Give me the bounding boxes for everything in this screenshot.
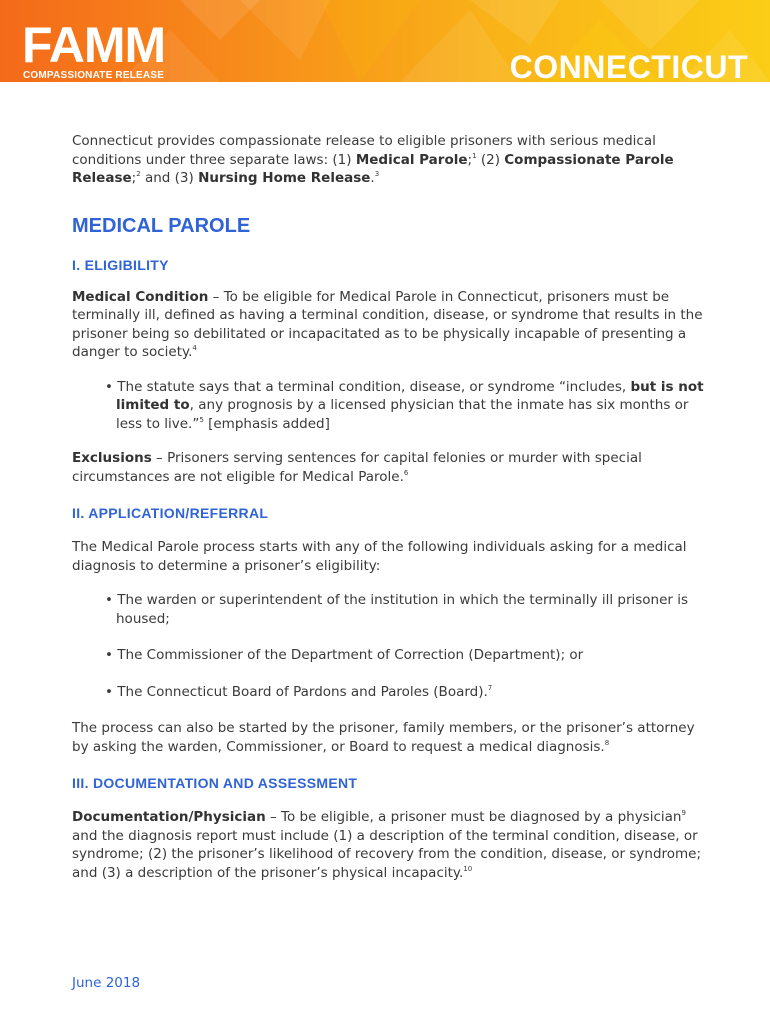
eligibility-heading: I. ELIGIBILITY <box>72 256 169 273</box>
section-title: MEDICAL PAROLE <box>72 214 251 237</box>
document-body <box>72 132 712 882</box>
medical-condition-paragraph: Medical Condition – To be eligible for Medical Parole in Connecticut, prisoners must be terminally ill, defined as having a terminal condition, disease, or syndrome that results in the prisoner being so debilitated or incapacitated as to be physically incapable of presenting a danger to society.$^4$ <box>72 288 703 360</box>
state-title: CONNECTICUT <box>509 49 748 82</box>
application-closing: The process can also be started by the prisoner, family members, or the prisoner’s attorney by asking the warden, Commissioner, or Board to request a medical diagnosis.$^8$ <box>72 720 695 755</box>
documentation-paragraph: Documentation/Physician – To be eligible, a prisoner must be diagnosed by a physician$^9$ and the diagnosis report must include (1) a description of the terminal condition, disease, or syndrome; (2) the prisoner’s likelihood of recovery from the condition, disease, or syndrome; and (3) a description of the prisoner’s physical incapacity.$^{10}$ <box>72 809 702 881</box>
list-item: • The Connecticut Board of Pardons and Paroles (Board).$^7$ <box>105 683 493 700</box>
footer-date: June 2018 <box>72 975 141 991</box>
application-heading: II. APPLICATION/REFERRAL <box>72 505 269 521</box>
list-item: • The Commissioner of the Department of Correction (Department); or <box>105 647 584 663</box>
application-intro: The Medical Parole process starts with any of the following individuals asking for a medical diagnosis to determine a prisoner’s eligibility: <box>72 539 687 574</box>
list-item: • The statute says that a terminal condition, disease, or syndrome “includes, but is not limited to, any prognosis by a licensed physician that the inmate has six months or less to live.”$^5$ [emphasis added] <box>105 378 704 432</box>
documentation-heading: III. DOCUMENTATION AND ASSESSMENT <box>72 775 358 791</box>
intro-paragraph: Connecticut provides compassionate release to eligible prisoners with serious medical conditions under three separate laws: (1) Medical Parole;$^1$ (2) Compassionate Parole Release;$^2$ and (3) Nursing Home Release.$^3$ <box>72 133 674 186</box>
logo-subtitle: COMPASSIONATE RELEASE <box>23 70 165 81</box>
exclusions-paragraph: Exclusions – Prisoners serving sentences for capital felonies or murder with special circumstances are not eligible for Medical Parole.$^6$ <box>72 450 642 485</box>
header-banner <box>0 0 770 82</box>
famm-logo: FAMM <box>22 17 166 73</box>
list-item: • The warden or superintendent of the institution in which the terminally ill prisoner is housed; <box>105 592 689 627</box>
